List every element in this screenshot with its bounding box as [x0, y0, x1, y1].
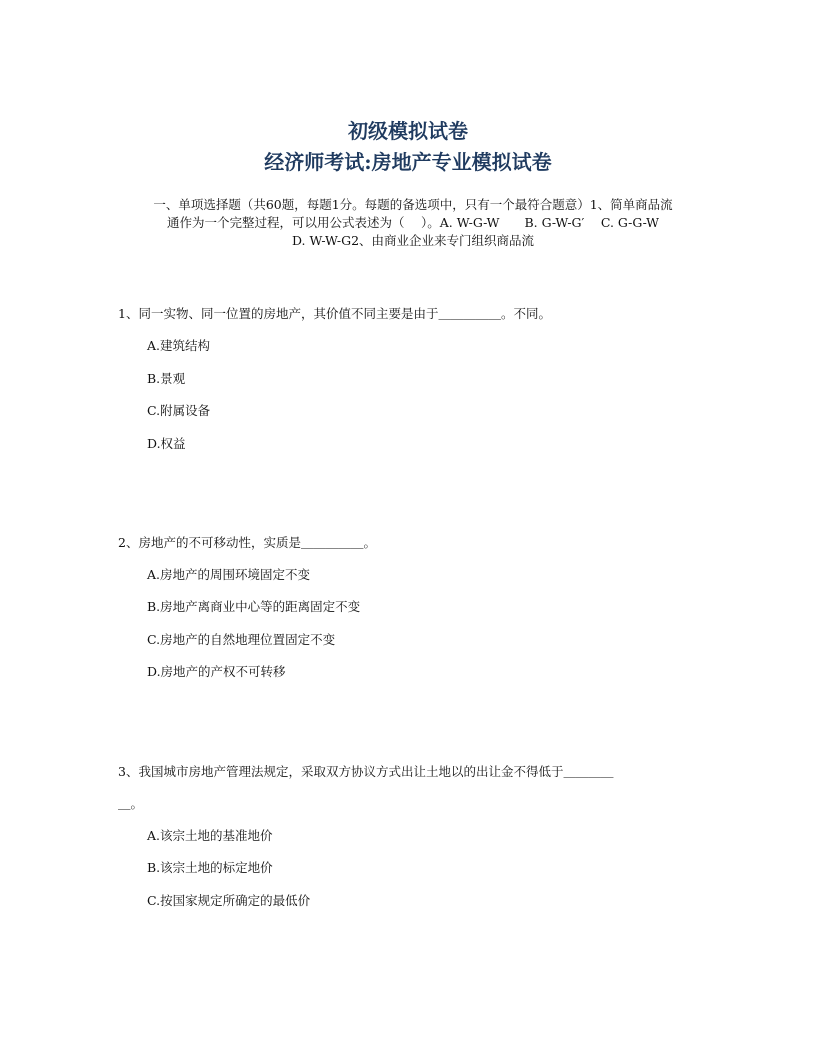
question-2-option-d: D.房地产的产权不可转移 — [147, 664, 286, 679]
document-title: 初级模拟试卷 — [348, 119, 468, 143]
intro-line: D. W-W-G2、由商业企业来专门组织商品流 — [291, 233, 535, 248]
question-2-option-a: A.房地产的周围环境固定不变 — [147, 567, 311, 582]
intro-line: 一、单项选择题（共60题，每题1分。每题的备选项中，只有一个最符合题意）1、简单商品流 — [153, 197, 673, 212]
question-3-text-continued: ＿。 — [118, 796, 144, 811]
section-intro — [118, 196, 708, 250]
question-2-option-b: B.房地产离商业中心等的距离固定不变 — [147, 599, 361, 614]
document-subtitle: 经济师考试:房地产专业模拟试卷 — [264, 150, 552, 174]
question-2-text: 2、房地产的不可移动性，实质是＿＿＿＿＿。 — [118, 535, 376, 550]
intro-line: 通作为一个完整过程，可以用公式表述为（ ）。A. W-G-W B. G-W-G′ C. G-G-W — [167, 215, 659, 230]
question-3-option-b: B.该宗土地的标定地价 — [147, 860, 273, 875]
question-3-option-a: A.该宗土地的基准地价 — [147, 828, 273, 843]
question-2-option-c: C.房地产的自然地理位置固定不变 — [147, 632, 336, 647]
question-1-option-a: A.建筑结构 — [147, 338, 211, 353]
question-1-option-c: C.附属设备 — [147, 403, 211, 418]
question-1-option-d: D.权益 — [147, 436, 186, 451]
question-3-option-c: C.按国家规定所确定的最低价 — [147, 893, 311, 908]
question-1-text: 1、同一实物、同一位置的房地产，其价值不同主要是由于＿＿＿＿＿。不同。 — [118, 306, 551, 321]
question-3-text: 3、我国城市房地产管理法规定，采取双方协议方式出让土地以的出让金不得低于＿＿＿＿ — [118, 764, 614, 779]
question-1-option-b: B.景观 — [147, 371, 186, 386]
